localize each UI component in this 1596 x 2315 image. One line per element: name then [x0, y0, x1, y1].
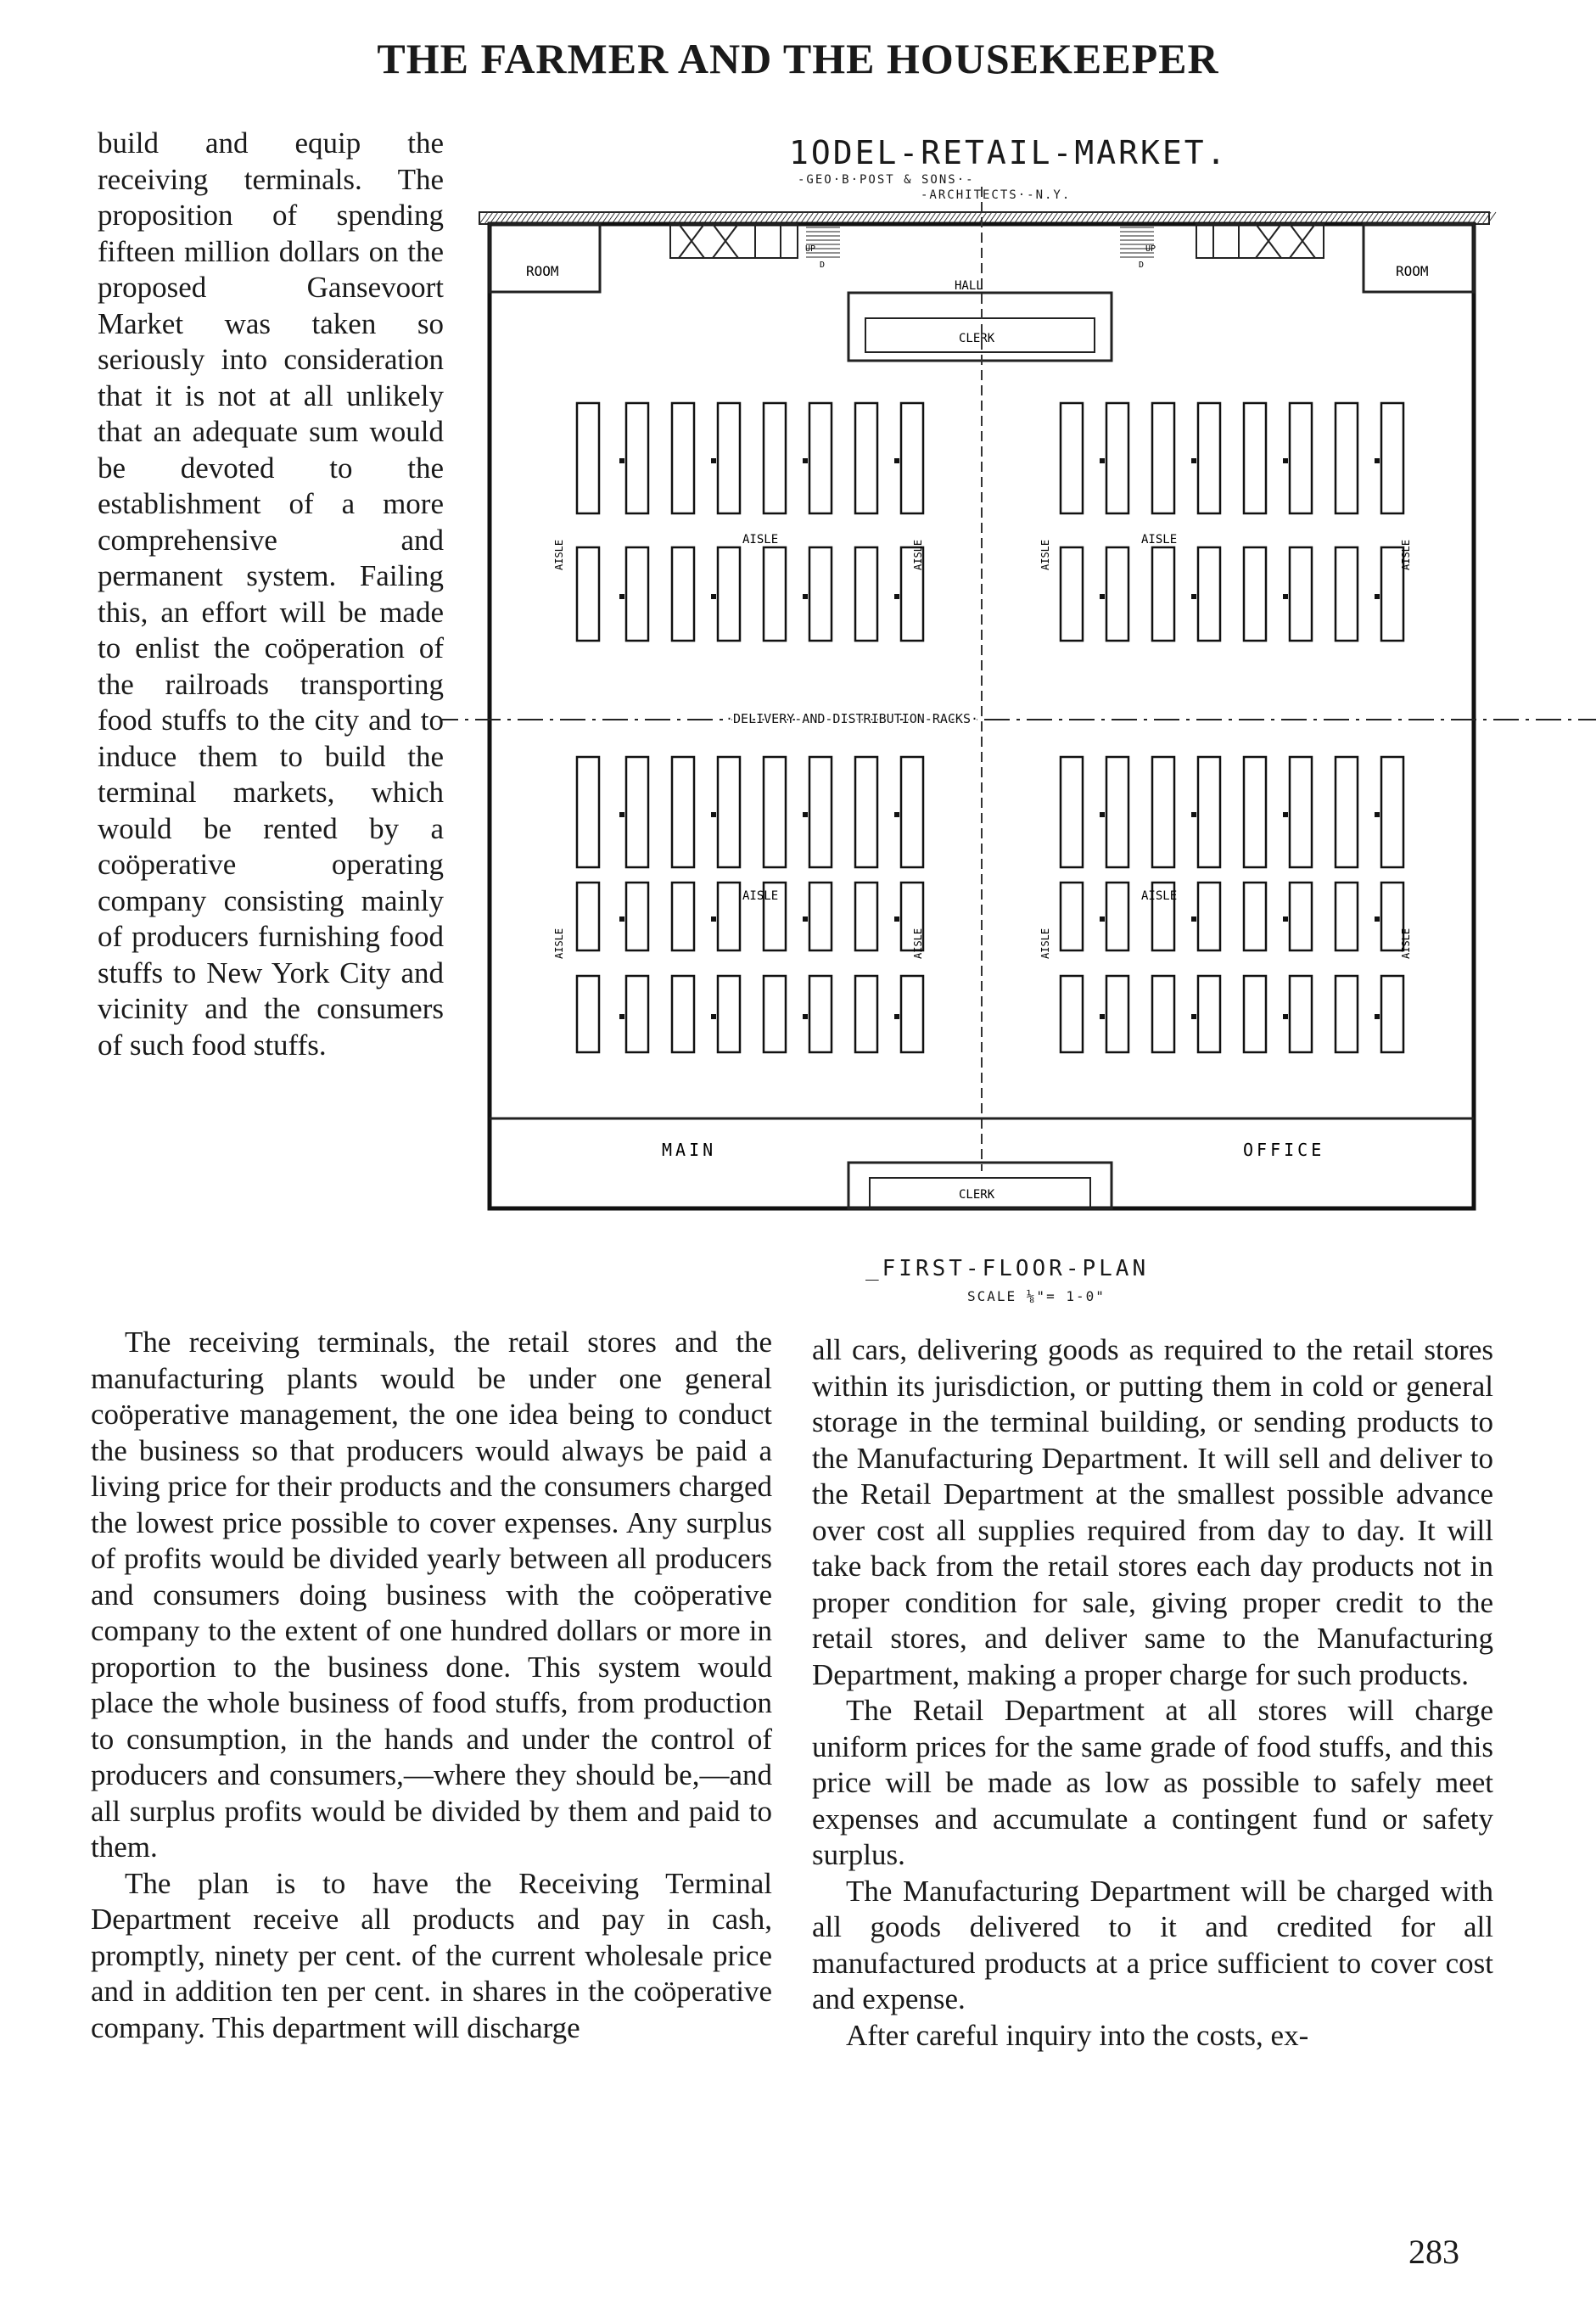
stall-post	[1191, 458, 1196, 463]
paragraph: After careful inquiry into the costs, ex-	[846, 2018, 1309, 2052]
market-stall	[1290, 757, 1312, 867]
market-stall	[901, 757, 923, 867]
stall-post	[803, 594, 808, 599]
paragraph: all cars, delivering goods as required to the retail stores within its jurisdiction, or putting them in cold or general storage in the terminal building, or sending products to the Manufacturing Department. It will sell and deliver to the Retail Department at the smallest possible advance over cost all supplies required from day to day. It will take back from the retail stores each day products not in proper condition for sale, giving proper credit to the retail stores, and deliver same to the Manufacturing Department, making a proper charge for such products.	[812, 1333, 1493, 1691]
market-stall	[1061, 547, 1083, 641]
left-column	[91, 1325, 772, 2046]
market-stall	[1336, 757, 1358, 867]
stall-post	[1283, 458, 1288, 463]
stair-d-left: D	[820, 261, 826, 270]
market-stall	[764, 976, 786, 1052]
stair-treads	[806, 227, 1154, 257]
market-stall	[718, 883, 740, 950]
market-stall	[1381, 403, 1403, 513]
aisle-vertical-6: AISLE	[912, 928, 924, 959]
plan-caption: _FIRST-FLOOR-PLAN	[865, 1256, 1150, 1281]
market-stall	[1336, 403, 1358, 513]
paragraph: The receiving terminals, the retail stores and the manufacturing plants would be under one general coöperative management, the one idea being to conduct the business so that producers would always be paid a living price for their products and the consumers charged the lowest price possible to cover expenses. Any surplus of profits would be divided yearly between all producers and consumers doing business with the coöperative company to the extent of one hundred dollars or more in proportion to the business done. This system would place the whole business of food stuffs, from production to consumption, in the hands and under the control of producers and consumers,—where they should be,—and all surplus profits would be divided by them and paid to them.	[91, 1326, 772, 1864]
market-stall	[1106, 976, 1128, 1052]
market-stall	[901, 403, 923, 513]
aisle-label-bl: AISLE	[742, 889, 779, 903]
stall-post	[1100, 916, 1105, 922]
narrow-column	[98, 126, 444, 1063]
market-stall	[764, 403, 786, 513]
market-stall	[1106, 883, 1128, 950]
market-stall	[809, 976, 832, 1052]
market-stall	[1152, 547, 1174, 641]
stall-post	[894, 1014, 899, 1019]
market-stall	[1106, 547, 1128, 641]
market-stall	[1290, 883, 1312, 950]
stall-post	[803, 458, 808, 463]
market-stall	[855, 403, 877, 513]
stall-post	[894, 812, 899, 817]
market-stall	[1336, 976, 1358, 1052]
stall-post	[619, 812, 624, 817]
market-stall	[809, 883, 832, 950]
market-stall	[1106, 403, 1128, 513]
market-stall	[1290, 403, 1312, 513]
market-stall	[1244, 883, 1266, 950]
aisle-vertical-3: AISLE	[1039, 539, 1051, 570]
aisle-vertical-2: AISLE	[912, 539, 924, 570]
stall-post	[1283, 812, 1288, 817]
stall-post	[711, 812, 716, 817]
market-stall	[1336, 883, 1358, 950]
market-stall	[1198, 403, 1220, 513]
market-stall	[855, 883, 877, 950]
aisle-label-br: AISLE	[1141, 889, 1178, 903]
stall-post	[1375, 1014, 1380, 1019]
stall-post	[1191, 916, 1196, 922]
market-stall	[1152, 757, 1174, 867]
aisle-label-tl: AISLE	[742, 533, 779, 547]
stall-post	[1100, 458, 1105, 463]
market-stall	[1106, 757, 1128, 867]
market-stall	[1244, 757, 1266, 867]
clerk-bottom-label: CLERK	[959, 1188, 995, 1202]
aisle-vertical-5: AISLE	[553, 928, 565, 959]
market-stall	[718, 403, 740, 513]
room-right-label: ROOM	[1396, 263, 1429, 279]
market-stall	[901, 976, 923, 1052]
market-stall	[1061, 976, 1083, 1052]
market-stall	[626, 883, 648, 950]
stall-post	[619, 916, 624, 922]
running-header: THE FARMER AND THE HOUSEKEEPER	[377, 35, 1219, 82]
hall-label: HALL	[955, 279, 983, 293]
market-stall	[1198, 547, 1220, 641]
market-stall	[1381, 976, 1403, 1052]
stall-post	[894, 458, 899, 463]
stall-post	[1375, 812, 1380, 817]
market-stall	[1244, 547, 1266, 641]
market-stall	[855, 757, 877, 867]
stall-post	[1100, 1014, 1105, 1019]
room-left	[490, 224, 600, 292]
aisle-vertical-8: AISLE	[1400, 928, 1412, 959]
stall-post	[619, 1014, 624, 1019]
stall-post	[1191, 1014, 1196, 1019]
aisle-label-tr: AISLE	[1141, 533, 1178, 547]
page-number: 283	[1408, 2233, 1459, 2271]
market-stall	[1244, 403, 1266, 513]
stair-up-left: UP	[805, 244, 816, 254]
market-stall	[718, 757, 740, 867]
stall-post	[1100, 594, 1105, 599]
stall-post	[619, 458, 624, 463]
market-stall	[1152, 403, 1174, 513]
room-left-label: ROOM	[526, 263, 559, 279]
stall-post	[894, 916, 899, 922]
market-stall	[672, 883, 694, 950]
stall-post	[1283, 594, 1288, 599]
market-stall	[672, 976, 694, 1052]
clerk-top-label: CLERK	[959, 332, 995, 345]
market-stall	[626, 976, 648, 1052]
market-stall	[1290, 547, 1312, 641]
plan-architect-city: -ARCHITECTS·-N.Y.	[921, 188, 1072, 202]
paragraph: build and equip the receiving terminals. The proposition of spending fifteen million dollars on the proposed Gansevoort Market was taken so seriously into consideration that it is not at all unlikely that an adequate sum would be devoted to the establishment of a more comprehensive and permanent system. Failing this, an effort will be made to enlist the coöperation of the railroads transporting food stuffs to the city and to induce them to build the terminal markets, which would be rented by a coöperative operating company consisting mainly of producers furnishing food stuffs to New York City and vicinity and the consumers of such food stuffs.	[98, 126, 444, 1062]
right-column	[812, 1332, 1493, 2054]
market-stall	[809, 757, 832, 867]
market-stall	[672, 403, 694, 513]
market-stall	[1336, 547, 1358, 641]
stall-post	[1375, 916, 1380, 922]
floor-plan-drawing	[441, 119, 1596, 1247]
hall-room	[848, 293, 1112, 361]
market-stall	[809, 403, 832, 513]
paragraph: The Retail Department at all stores will charge uniform prices for the same grade of food stuffs, and this price will be made as low as possible to safely meet expenses and accumulate a contingent fund or safety surplus.	[812, 1694, 1493, 1871]
market-stall	[577, 976, 599, 1052]
market-stall	[626, 757, 648, 867]
market-stall	[1198, 976, 1220, 1052]
delivery-label: ·DELIVERY-AND-DISTRIBUTION-RACKS·	[725, 711, 979, 726]
stall-post	[803, 1014, 808, 1019]
market-stall	[1198, 883, 1220, 950]
stall-post	[1100, 812, 1105, 817]
market-stall	[1061, 403, 1083, 513]
market-stall	[672, 547, 694, 641]
market-stall	[672, 757, 694, 867]
stall-post	[803, 812, 808, 817]
stall-post	[711, 1014, 716, 1019]
aisle-vertical-4: AISLE	[1400, 539, 1412, 570]
stall-post	[1191, 594, 1196, 599]
market-stall	[764, 757, 786, 867]
market-stall	[577, 883, 599, 950]
market-stall	[577, 547, 599, 641]
stairs-right	[1196, 224, 1324, 258]
market-stall	[809, 547, 832, 641]
market-stall	[1381, 757, 1403, 867]
stall-post	[711, 594, 716, 599]
market-stall	[855, 976, 877, 1052]
stair-d-right: D	[1139, 261, 1145, 270]
market-stall	[1290, 976, 1312, 1052]
stair-up-right: UP	[1145, 244, 1156, 254]
stall-post	[711, 916, 716, 922]
stall-post	[711, 458, 716, 463]
paragraph: The Manufacturing Department will be charged with all goods delivered to it and credited for all manufactured products at a price sufficient to cover cost and expense.	[812, 1874, 1493, 2015]
stall-grid	[577, 403, 1403, 1052]
market-stall	[1152, 976, 1174, 1052]
market-stall	[764, 547, 786, 641]
market-stall	[855, 547, 877, 641]
aisle-vertical-7: AISLE	[1039, 928, 1051, 959]
room-right	[1364, 224, 1474, 292]
stall-post	[894, 594, 899, 599]
paragraph: The plan is to have the Receiving Terminal Department receive all products and pay in cash, promptly, ninety per cent. of the current wholesale price and in addition ten per cent. in shares in the coöperative company. This department will discharge	[91, 1866, 772, 2044]
market-stall	[577, 403, 599, 513]
aisle-vertical-1: AISLE	[553, 539, 565, 570]
stall-post	[1191, 812, 1196, 817]
stall-post	[1283, 916, 1288, 922]
market-stall	[1061, 883, 1083, 950]
market-stall	[626, 547, 648, 641]
office-label: OFFICE	[1243, 1140, 1325, 1160]
stall-post	[619, 594, 624, 599]
market-stall	[1244, 976, 1266, 1052]
plan-scale: SCALE ⅛"= 1-0"	[967, 1288, 1106, 1304]
floor-plan-figure	[441, 119, 1596, 1307]
plan-architect: -GEO·B·POST & SONS·-	[798, 173, 975, 187]
plan-title: 1ODEL-RETAIL-MARKET.	[789, 134, 1229, 171]
stall-post	[1375, 594, 1380, 599]
stall-post	[1283, 1014, 1288, 1019]
market-stall	[718, 976, 740, 1052]
market-stall	[1198, 757, 1220, 867]
main-label: MAIN	[662, 1140, 717, 1160]
market-stall	[1061, 757, 1083, 867]
stall-post	[803, 916, 808, 922]
stall-post	[1375, 458, 1380, 463]
market-stall	[718, 547, 740, 641]
market-stall	[626, 403, 648, 513]
market-stall	[577, 757, 599, 867]
stairs-left	[670, 224, 798, 258]
